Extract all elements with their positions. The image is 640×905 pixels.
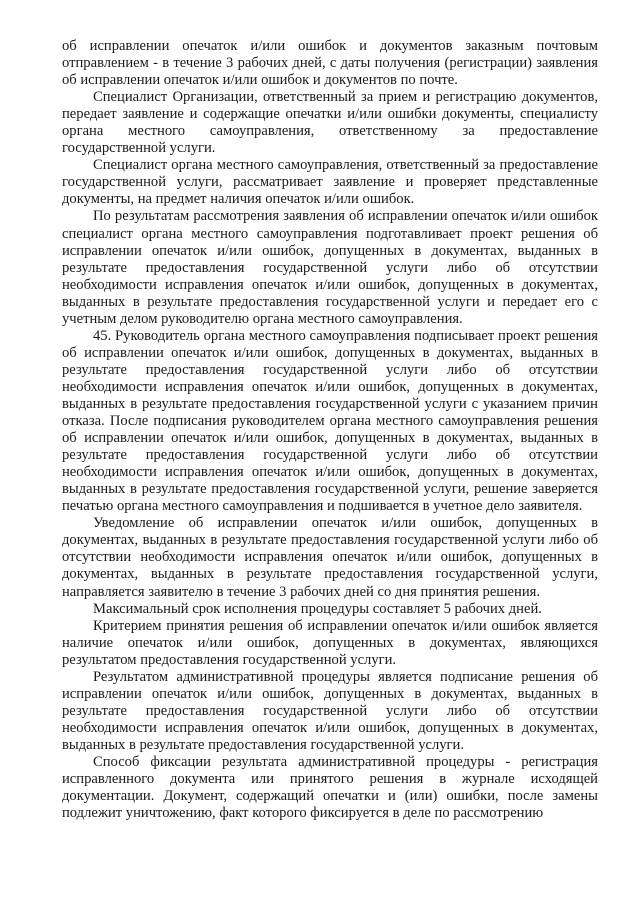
paragraph-procedure-result: Результатом административной процедуры является подписание решения об исправлении опечаток и/или ошибок, допущенных в документах, выданных в результате предоставления государственной услуги либо об отсутствии необходимости исправления опечаток и/или ошибок, допущенных в документах, выданных в результате предоставления государственной услуги. [62, 668, 598, 753]
paragraph-decision-criterion: Критерием принятия решения об исправлении опечаток и/или ошибок является наличие опечаток и/или ошибок, допущенных в документах, являющихся результатом предоставления государственной услуги. [62, 617, 598, 668]
paragraph-notification: Уведомление об исправлении опечаток и/или ошибок, допущенных в документах, выданных в результате предоставления государственной услуги либо об отсутствии необходимости исправления опечаток и/или ошибок, допущенных в документах, выданных в результате предоставления государственной услуги, направляется заявителю в течение 3 рабочих дней со дня принятия решения. [62, 515, 598, 600]
paragraph-draft-decision: По результатам рассмотрения заявления об исправлении опечаток и/или ошибок специалист органа местного самоуправления подготавливает проект решения об исправлении опечаток и/или ошибок, допущенных в документах, выданных в результате предоставления государственной услуги либо об отсутствии необходимости исправления опечаток и/или ошибок, допущенных в документах, выданных в результате предоставления государственной услуги и передает его с учетным делом руководителю органа местного самоуправления. [62, 208, 598, 327]
paragraph-authority-specialist-review: Специалист органа местного самоуправления, ответственный за предоставление государственной услуги, рассматривает заявление и проверяет представленные документы, на предмет наличия опечаток и/или ошибок. [62, 157, 598, 208]
paragraph-result-recording: Способ фиксации результата административной процедуры - регистрация исправленного документа или принятого решения в журнале исходящей документации. Документ, содержащий опечатки и (или) ошибки, после замены подлежит уничтожению, факт которого фиксируется в деле по рассмотрению [62, 753, 598, 822]
paragraph-postal-response: об исправлении опечаток и/или ошибок и документов заказным почтовым отправлением - в течение 3 рабочих дней, с даты получения (регистрации) заявления об исправлении опечаток и/или ошибок и документов по почте. [62, 38, 598, 89]
paragraph-45-head-signs: 45. Руководитель органа местного самоуправления подписывает проект решения об исправлении опечаток и/или ошибок, допущенных в документах, выданных в результате предоставления государственной услуги либо об отсутствии необходимости исправления опечаток и/или ошибок, допущенных в документах, выданных в результате предоставления государственной услуги с указанием причин отказа. После подписания руководителем органа местного самоуправления решения об исправлении опечаток и/или ошибок, допущенных в документах, выданных в результате предоставления государственной услуги либо об отсутствии необходимости исправления опечаток и/или ошибок, допущенных в документах, выданных в результате предоставления государственной услуги, решение заверяется печатью органа местного самоуправления и подшивается в учетное дело заявителя. [62, 327, 598, 515]
paragraph-max-duration: Максимальный срок исполнения процедуры составляет 5 рабочих дней. [93, 600, 542, 617]
paragraph-organization-specialist: Специалист Организации, ответственный за прием и регистрацию документов, передает заявление и содержащие опечатки и/или ошибки документы, специалисту органа местного самоуправления, ответственному за предоставление государственной услуги. [62, 89, 598, 157]
document-page [62, 38, 598, 822]
